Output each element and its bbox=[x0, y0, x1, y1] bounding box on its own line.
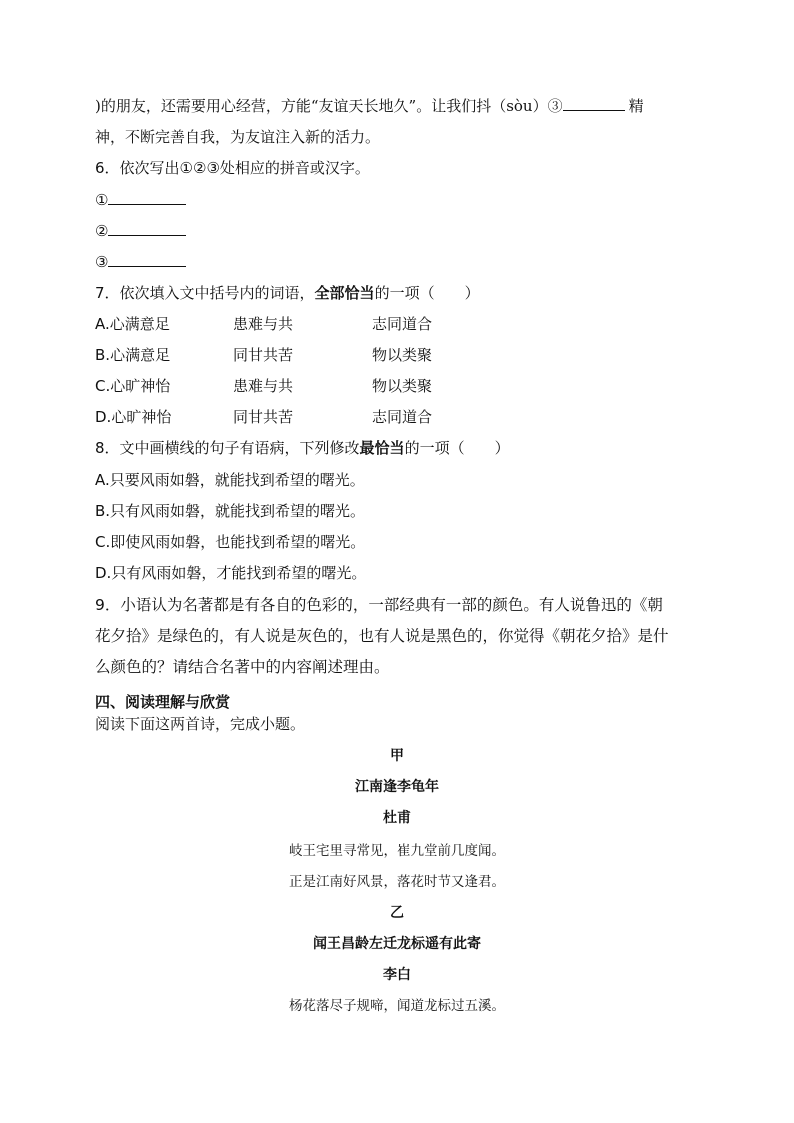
option-b[interactable] bbox=[95, 345, 170, 365]
poem-a-mark: 甲 bbox=[390, 748, 404, 764]
option-label: A. bbox=[95, 315, 110, 333]
stem-text: 7．依次填入文中括号内的词语， bbox=[95, 284, 315, 302]
poem-b-mark: 乙 bbox=[390, 905, 404, 921]
answer-blank[interactable] bbox=[108, 252, 186, 267]
option-word: 心满意足 bbox=[109, 315, 170, 333]
question-8-stem bbox=[95, 438, 510, 458]
option-d[interactable] bbox=[95, 407, 171, 427]
option-a[interactable]: A.只要风雨如磐，就能找到希望的曙光。 bbox=[95, 471, 365, 489]
option-word: 患难与共 bbox=[233, 315, 294, 333]
poem-a-author: 杜甫 bbox=[383, 810, 411, 826]
option-word: 志同道合 bbox=[372, 315, 433, 333]
stem-text: 8．文中画横线的句子有语病，下列修改 bbox=[95, 439, 360, 457]
stem-text: 的一项（ ） bbox=[404, 439, 510, 457]
option-word: 志同道合 bbox=[372, 408, 433, 426]
option-word: 患难与共 bbox=[233, 377, 294, 395]
poem-b-title: 闻王昌龄左迁龙标遥有此寄 bbox=[313, 936, 481, 952]
answer-blank-3[interactable] bbox=[563, 96, 625, 111]
answer-blank[interactable] bbox=[108, 190, 186, 205]
option-word: 同甘共苦 bbox=[233, 346, 294, 364]
poem-a-line-1: 岐王宅里寻常见，崔九堂前几度闻。 bbox=[289, 843, 505, 859]
poem-a-title: 江南逢李龟年 bbox=[355, 779, 439, 795]
blank-label: ③ bbox=[95, 253, 109, 271]
question-9-line-3: 么颜色的？请结合名著中的内容阐述理由。 bbox=[95, 658, 390, 676]
passage-line-1 bbox=[95, 96, 644, 116]
answer-blank[interactable] bbox=[108, 221, 186, 236]
option-label: B. bbox=[95, 346, 111, 364]
section-heading: 四、阅读理解与欣赏 bbox=[95, 693, 231, 711]
blank-label: ② bbox=[95, 222, 109, 240]
question-6-blank-2[interactable] bbox=[95, 221, 186, 241]
option-word: 心旷神怡 bbox=[111, 408, 172, 426]
blank-label: ① bbox=[95, 191, 109, 209]
option-c[interactable]: C.即使风雨如磐，也能找到希望的曙光。 bbox=[95, 533, 366, 551]
option-word: 物以类聚 bbox=[372, 377, 433, 395]
option-word: 心旷神怡 bbox=[110, 377, 171, 395]
option-label: C. bbox=[95, 377, 111, 395]
question-6-stem: 6．依次写出①②③处相应的拼音或汉字。 bbox=[95, 159, 370, 177]
passage-line-2: 神，不断完善自我，为友谊注入新的活力。 bbox=[95, 128, 381, 146]
option-d[interactable]: D.只有风雨如磐，才能找到希望的曙光。 bbox=[95, 564, 367, 582]
question-9-line-1: 9．小语认为名著都是有各自的色彩的，一部经典有一部的颜色。有人说鲁迅的《朝 bbox=[95, 596, 663, 614]
question-6-blank-1[interactable] bbox=[95, 190, 186, 210]
poem-b-author: 李白 bbox=[383, 967, 411, 983]
section-instruction: 阅读下面这两首诗，完成小题。 bbox=[95, 715, 306, 733]
question-7-stem bbox=[95, 283, 480, 303]
option-label: D. bbox=[95, 408, 112, 426]
option-word: 物以类聚 bbox=[372, 346, 433, 364]
stem-emphasis: 全部恰当 bbox=[314, 284, 375, 302]
question-6-blank-3[interactable] bbox=[95, 252, 186, 272]
option-word: 心满意足 bbox=[110, 346, 171, 364]
poem-a-line-2: 正是江南好风景，落花时节又逢君。 bbox=[289, 874, 505, 890]
option-b[interactable]: B.只有风雨如磐，就能找到希望的曙光。 bbox=[95, 502, 366, 520]
question-9-line-2: 花夕拾》是绿色的，有人说是灰色的，也有人说是黑色的，你觉得《朝花夕拾》是什 bbox=[95, 627, 669, 645]
poem-b-line-1: 杨花落尽子规啼，闻道龙标过五溪。 bbox=[289, 998, 505, 1014]
passage-text-tail: 精 bbox=[628, 97, 644, 115]
option-a[interactable] bbox=[95, 314, 170, 334]
option-word: 同甘共苦 bbox=[233, 408, 294, 426]
stem-text: 的一项（ ） bbox=[374, 284, 480, 302]
option-c[interactable] bbox=[95, 376, 170, 396]
passage-text: )的朋友，还需要用心经营，方能“友谊天长地久”。让我们抖（sòu）③ bbox=[95, 97, 563, 115]
stem-emphasis: 最恰当 bbox=[359, 439, 405, 457]
